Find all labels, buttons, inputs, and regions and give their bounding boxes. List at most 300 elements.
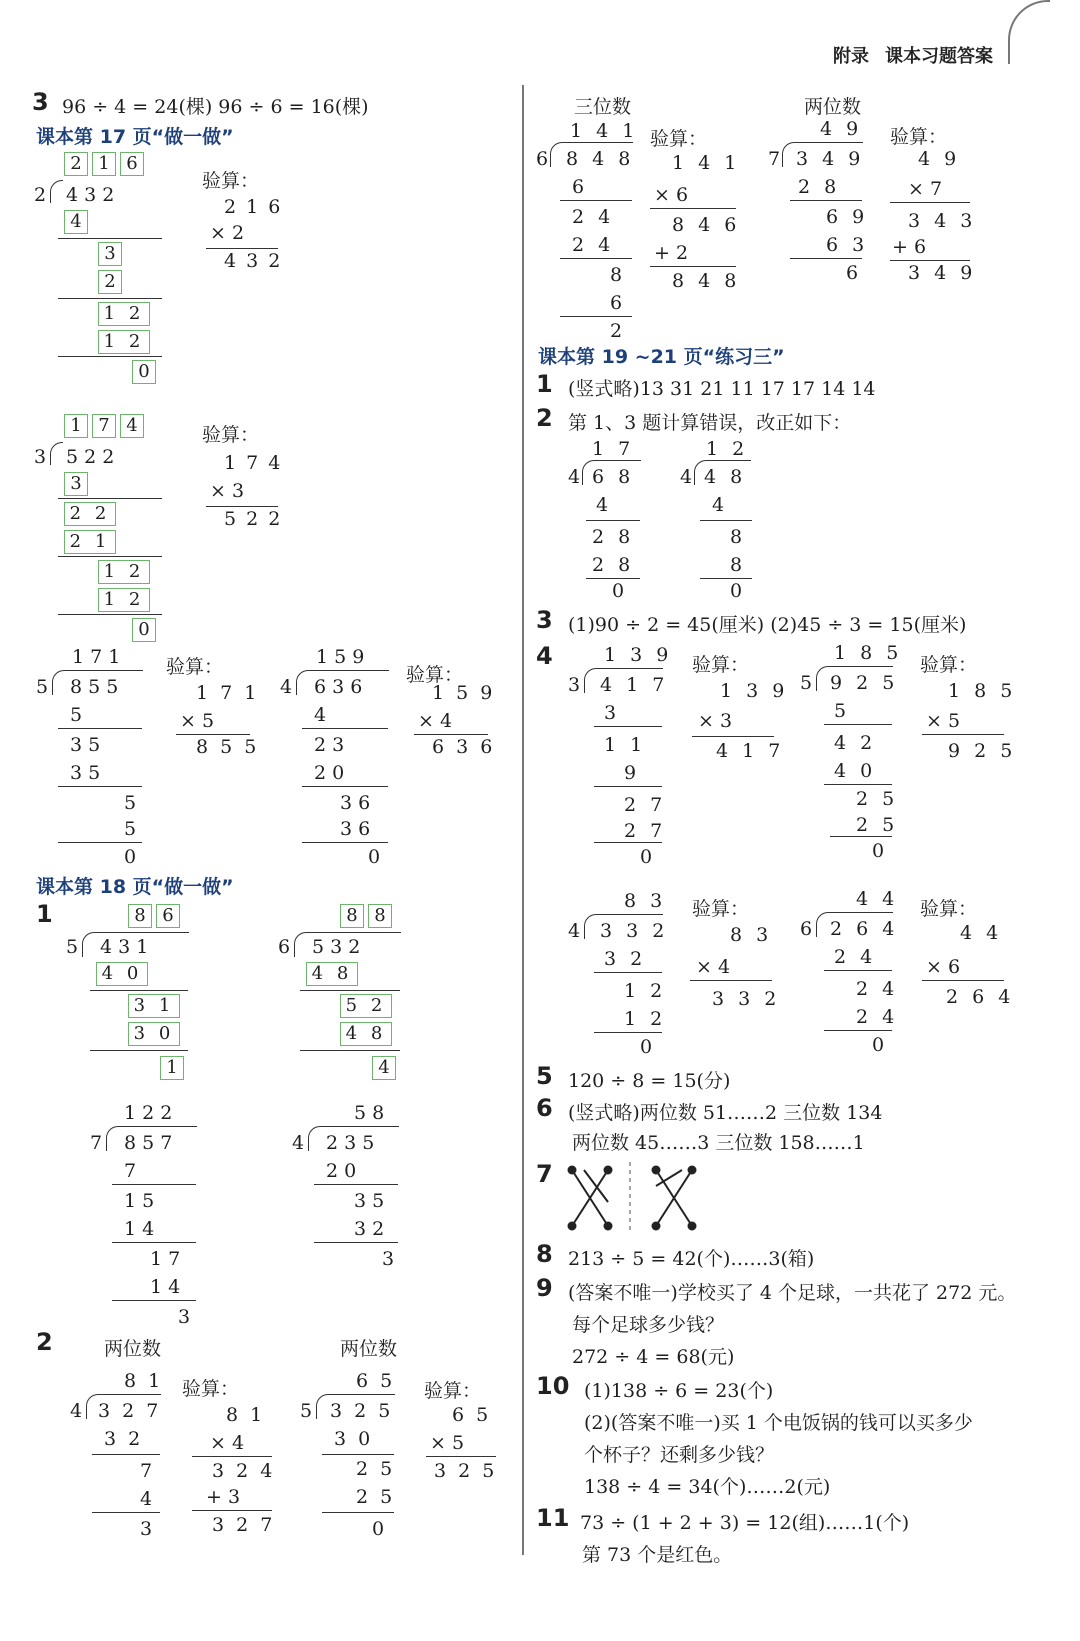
answer-line-10b: (2)(答案不唯一)买 1 个电饭锅的钱可以买多少	[584, 1412, 973, 1434]
step-value: 3 5	[70, 734, 101, 756]
step-rule	[700, 520, 752, 521]
check-line: 3 2 4	[212, 1460, 276, 1482]
divisor: 4	[568, 466, 581, 488]
page-header	[833, 42, 993, 68]
step-rule	[314, 1242, 398, 1243]
check-line: 2 6 4	[946, 986, 1015, 1008]
label-two-digit: 两位数	[804, 96, 862, 118]
dividend: 6 3 6	[314, 676, 363, 698]
question-number-7: 7	[536, 1160, 553, 1188]
check-line: × 3	[698, 710, 733, 732]
check-line: 8 1	[226, 1404, 266, 1426]
quotient: 6 5	[356, 1370, 396, 1392]
step-value: 2 1	[64, 530, 116, 554]
section-heading-p17: 课本第 17 页“做一做”	[36, 126, 234, 148]
column-divider	[522, 85, 524, 1555]
step-value: 2	[610, 320, 623, 342]
step-rule	[58, 728, 142, 729]
answer-line-2: 第 1、3 题计算错误，改正如下：	[568, 412, 852, 434]
answer-line-10d: 138 ÷ 4 = 34(个)……2(元)	[584, 1476, 831, 1498]
divisor: 4	[292, 1132, 305, 1154]
step-value: 1 5	[124, 1190, 155, 1212]
step-rule	[594, 1032, 662, 1033]
step-rule	[830, 836, 892, 837]
check-line: × 5	[430, 1432, 465, 1454]
matching-lines-diagram	[564, 1162, 704, 1234]
step-value: 4 0	[834, 760, 877, 782]
step-rule	[58, 498, 162, 499]
quotient: 1 3 9	[604, 644, 673, 666]
step-rule	[790, 200, 862, 201]
step-rule	[594, 842, 662, 843]
step-value: 3 0	[128, 1022, 180, 1046]
divisor: 6	[800, 918, 813, 940]
divisor: 4	[70, 1400, 83, 1422]
quotient-boxes	[64, 152, 148, 176]
step-value: 3	[98, 242, 122, 266]
step-value: 2 4	[572, 234, 615, 256]
section-heading-p19-21: 课本第 19 ~21 页“练习三”	[538, 346, 785, 368]
quotient: 1 5 9	[316, 646, 365, 668]
step-value: 4 2	[834, 732, 877, 754]
step-rule	[594, 726, 662, 727]
header-title: 课本习题答案	[885, 46, 993, 67]
step-value: 3	[140, 1518, 153, 1540]
step-value: 3 6	[340, 818, 371, 840]
step-value: 8	[610, 264, 623, 286]
step-rule	[112, 1300, 196, 1301]
quotient: 8 3	[624, 890, 667, 912]
step-value: 4 8	[340, 1022, 392, 1046]
quotient-digit: 6	[156, 904, 180, 928]
step-rule	[90, 990, 188, 991]
step-rule	[322, 1454, 394, 1455]
step-value: 4	[712, 494, 725, 516]
quotient-digit: 2	[64, 152, 88, 176]
check-line: 3 3 2	[712, 988, 781, 1010]
check-line: 5 2 2	[224, 508, 283, 530]
check-line: × 4	[210, 1432, 245, 1454]
quotient: 1 7 1	[72, 646, 121, 668]
step-value: 3 2	[104, 1428, 144, 1450]
check-rule	[176, 734, 250, 735]
quotient-digit: 1	[64, 414, 88, 438]
dividend: 4 3 2	[66, 184, 115, 206]
step-rule	[824, 1030, 892, 1031]
check-line: 8 4 8	[672, 270, 741, 292]
check-rule	[426, 1456, 496, 1457]
check-line: 4 1 7	[716, 740, 785, 762]
step-value: 4	[596, 494, 609, 516]
check-line: 4 3 2	[224, 250, 283, 272]
step-rule	[92, 1512, 160, 1513]
step-value: 1 2	[624, 980, 667, 1002]
step-rule	[112, 1242, 196, 1243]
quotient: 1 4 1	[570, 120, 639, 142]
step-value: 2 4	[834, 946, 877, 968]
step-value: 0	[640, 846, 653, 868]
answer-line-11a: 73 ÷ (1 + 2 + 3) = 12(组)……1(个)	[580, 1512, 910, 1534]
step-value: 7	[124, 1160, 137, 1182]
quotient: 4 9	[820, 118, 863, 140]
dividend: 5 3 2	[312, 936, 361, 958]
step-rule	[560, 316, 632, 317]
divisor: 5	[36, 676, 49, 698]
divisor: 3	[34, 446, 47, 468]
step-value: 2 2	[64, 502, 116, 526]
step-rule	[824, 724, 892, 725]
answer-line-3: (1)90 ÷ 2 = 45(厘米) (2)45 ÷ 3 = 15(厘米)	[568, 614, 967, 636]
quotient-digit: 8	[368, 904, 392, 928]
step-value: 3 2	[354, 1218, 385, 1240]
step-value: 2	[98, 270, 122, 294]
step-value: 3 2	[604, 948, 647, 970]
check-line: + 2	[654, 242, 689, 264]
section-heading-p18: 课本第 18 页“做一做”	[36, 876, 234, 898]
check-rule	[206, 248, 278, 249]
step-value: 6	[846, 262, 859, 284]
check-line: 1 7 1	[196, 682, 260, 704]
dividend: 5 2 2	[66, 446, 115, 468]
step-value: 0	[640, 1036, 653, 1058]
quotient-digit: 6	[120, 152, 144, 176]
step-value: 0	[132, 618, 156, 642]
question-number-2: 2	[36, 1328, 53, 1356]
step-rule	[322, 1512, 394, 1513]
step-value: 3	[64, 472, 88, 496]
step-rule	[300, 990, 400, 991]
divisor: 7	[90, 1132, 103, 1154]
dividend: 3 3 2	[600, 920, 669, 942]
check-line: × 4	[418, 710, 453, 732]
check-line: 3 2 7	[212, 1514, 276, 1536]
step-value: 0	[730, 580, 743, 602]
step-value: 2 8	[798, 176, 841, 198]
step-rule	[112, 1184, 196, 1185]
division-bracket	[50, 180, 63, 203]
answer-line-9b: 每个足球多少钱？	[572, 1314, 725, 1336]
quotient: 8 1	[124, 1370, 164, 1392]
step-rule	[314, 1184, 398, 1185]
step-value: 3	[604, 702, 617, 724]
step-rule	[586, 578, 640, 579]
step-value: 2 7	[624, 820, 667, 842]
divisor: 6	[278, 936, 291, 958]
divisor: 5	[66, 936, 79, 958]
dividend: 4 8	[704, 466, 747, 488]
dividend: 3 4 9	[796, 148, 865, 170]
check-label: 验算：	[166, 656, 224, 678]
step-value: 1 1	[604, 734, 647, 756]
step-value: 2 4	[856, 978, 899, 1000]
step-value: 2 8	[592, 554, 635, 576]
answer-line-6b: 两位数 45……3 三位数 158……1	[572, 1132, 865, 1154]
divisor: 5	[300, 1400, 313, 1422]
step-rule	[302, 786, 388, 787]
step-value: 1 4	[124, 1218, 155, 1240]
step-rule	[700, 578, 752, 579]
check-line: 1 4 1	[672, 152, 741, 174]
quotient: 1 7	[592, 438, 635, 460]
step-rule	[790, 258, 862, 259]
check-line: × 6	[654, 184, 689, 206]
step-rule	[90, 1050, 188, 1051]
step-value: 4 8	[306, 962, 358, 986]
step-value: 3 5	[70, 762, 101, 784]
step-value: 1	[160, 1056, 184, 1080]
divisor: 5	[800, 672, 813, 694]
check-line: 8 5 5	[196, 736, 260, 758]
check-line: × 7	[908, 178, 943, 200]
check-label: 验算：	[692, 898, 750, 920]
check-line: × 5	[180, 710, 215, 732]
step-rule	[58, 356, 162, 357]
divisor: 2	[34, 184, 47, 206]
check-line: 1 5 9	[432, 682, 496, 704]
step-value: 5	[70, 704, 83, 726]
step-value: 0	[124, 846, 137, 868]
step-value: 4 0	[96, 962, 148, 986]
check-rule	[692, 736, 774, 737]
check-label: 验算：	[424, 1380, 482, 1402]
question-number-10: 10	[536, 1372, 570, 1400]
step-rule	[586, 520, 640, 521]
question-number-8: 8	[536, 1240, 553, 1268]
step-value: 3 5	[354, 1190, 385, 1212]
step-value: 7	[140, 1460, 153, 1482]
step-rule	[58, 614, 162, 615]
check-line: 3 4 3	[908, 210, 977, 232]
step-rule	[300, 1050, 400, 1051]
check-rule	[890, 202, 970, 203]
question-number-3: 3	[536, 606, 553, 634]
quotient: 1 8 5	[834, 642, 903, 664]
step-rule	[560, 200, 632, 201]
step-value: 2 4	[856, 1006, 899, 1028]
step-rule	[92, 1454, 160, 1455]
label-two-digit: 两位数	[104, 1338, 162, 1360]
check-line: 4 4	[960, 922, 1003, 944]
question-number-2: 2	[536, 404, 553, 432]
check-line: 1 8 5	[948, 680, 1017, 702]
check-rule	[192, 1510, 272, 1511]
step-rule	[824, 784, 892, 785]
step-value: 4	[140, 1488, 153, 1510]
dividend: 4 3 1	[100, 936, 149, 958]
answer-line-10c: 个杯子？还剩多少钱？	[584, 1444, 775, 1466]
answer-line-10a: (1)138 ÷ 6 = 23(个)	[584, 1380, 774, 1402]
label-three-digit: 三位数	[574, 96, 632, 118]
check-line: 9 2 5	[948, 740, 1017, 762]
step-value: 0	[872, 1034, 885, 1056]
check-label: 验算：	[650, 128, 708, 150]
step-value: 4	[372, 1056, 396, 1080]
check-line: + 6	[892, 236, 927, 258]
step-value: 2 5	[856, 814, 899, 836]
step-value: 3 1	[128, 994, 180, 1018]
dividend: 8 4 8	[566, 148, 635, 170]
check-line: 3 4 9	[908, 262, 977, 284]
quotient-digit: 7	[92, 414, 116, 438]
check-line: 4 9	[918, 148, 961, 170]
step-value: 3 0	[334, 1428, 374, 1450]
step-value: 1 2	[98, 302, 150, 326]
step-value: 2 5	[356, 1486, 396, 1508]
step-value: 1 7	[150, 1248, 181, 1270]
step-value: 2 3	[314, 734, 345, 756]
question-number-4: 4	[536, 642, 553, 670]
step-value: 3 6	[340, 792, 371, 814]
divisor: 4	[280, 676, 293, 698]
answer-line-9a: (答案不唯一)学校买了 4 个足球，一共花了 272 元。	[568, 1282, 1017, 1304]
check-rule	[414, 734, 488, 735]
answer-line-5: 120 ÷ 8 = 15(分)	[568, 1070, 731, 1092]
answer-line-9c: 272 ÷ 4 = 68(元)	[572, 1346, 735, 1368]
dividend: 8 5 5	[70, 676, 119, 698]
answer-line-q3: 96 ÷ 4 = 24(棵) 96 ÷ 6 = 16(棵)	[62, 96, 369, 118]
check-label: 验算：	[920, 898, 978, 920]
step-value: 3	[178, 1306, 191, 1328]
step-value: 6 9	[826, 206, 869, 228]
quotient-digit: 8	[340, 904, 364, 928]
step-rule	[58, 786, 142, 787]
step-rule	[824, 970, 892, 971]
quotient: 1 2	[706, 438, 749, 460]
step-value: 2 7	[624, 794, 667, 816]
label-two-digit: 两位数	[340, 1338, 398, 1360]
divisor: 6	[536, 148, 549, 170]
check-line: 2 1 6	[224, 196, 283, 218]
divisor: 7	[768, 148, 781, 170]
step-value: 4	[64, 210, 88, 234]
check-line: 6 3 6	[432, 736, 496, 758]
quotient: 1 2 2	[124, 1102, 173, 1124]
step-value: 8	[730, 554, 743, 576]
step-value: 1 4	[150, 1276, 181, 1298]
step-value: 0	[872, 840, 885, 862]
question-number-9: 9	[536, 1274, 553, 1302]
step-value: 2 0	[326, 1160, 357, 1182]
check-label: 验算：	[692, 654, 750, 676]
question-number-1: 1	[536, 370, 553, 398]
check-rule	[922, 734, 1004, 735]
check-rule	[650, 208, 736, 209]
check-label: 验算：	[202, 424, 260, 446]
answer-line-8: 213 ÷ 5 = 42(个)……3(箱)	[568, 1248, 815, 1270]
step-rule	[560, 258, 632, 259]
step-rule	[302, 728, 388, 729]
quotient-digit: 1	[92, 152, 116, 176]
check-line: × 4	[696, 956, 731, 978]
check-rule	[192, 1456, 272, 1457]
question-number-1: 1	[36, 900, 53, 928]
step-rule	[594, 972, 662, 973]
check-line: 8 4 6	[672, 214, 741, 236]
check-rule	[650, 266, 736, 267]
step-value: 2 4	[572, 206, 615, 228]
dividend: 4 1 7	[600, 674, 669, 696]
header-section: 附录	[833, 46, 869, 67]
dividend: 2 6 4	[830, 918, 899, 940]
step-value: 6	[610, 292, 623, 314]
step-value: 2 5	[356, 1458, 396, 1480]
step-rule	[302, 842, 388, 843]
step-value: 3	[382, 1248, 395, 1270]
step-value: 9	[624, 762, 637, 784]
check-line: 1 7 4	[224, 452, 283, 474]
dividend: 6 8	[592, 466, 635, 488]
dividend: 3 2 5	[330, 1400, 394, 1422]
step-rule	[58, 556, 162, 557]
check-line: × 6	[926, 956, 961, 978]
check-line: + 3	[206, 1486, 241, 1508]
answer-line-11b: 第 73 个是红色。	[582, 1544, 733, 1566]
step-value: 0	[368, 846, 381, 868]
step-value: 2 5	[856, 788, 899, 810]
dividend: 9 2 5	[830, 672, 899, 694]
step-value: 5 2	[340, 994, 392, 1018]
step-value: 8	[730, 526, 743, 548]
check-line: 8 3	[730, 924, 773, 946]
check-label: 验算：	[920, 654, 978, 676]
question-number-6: 6	[536, 1094, 553, 1122]
quotient: 4 4	[856, 888, 899, 910]
quotient-digit: 4	[120, 414, 144, 438]
step-value: 0	[612, 580, 625, 602]
divisor: 4	[568, 920, 581, 942]
step-value: 1 2	[98, 330, 150, 354]
step-value: 1 2	[98, 560, 150, 584]
step-value: 5	[124, 818, 137, 840]
check-label: 验算：	[202, 170, 260, 192]
check-line: × 5	[926, 710, 961, 732]
division-bracket	[50, 442, 63, 465]
dividend: 2 3 5	[326, 1132, 375, 1154]
answer-line-1: (竖式略)13 31 21 11 17 17 14 14	[568, 378, 876, 400]
question-number-3: 3	[32, 88, 49, 116]
question-number-11: 11	[536, 1504, 570, 1532]
step-value: 1 2	[98, 588, 150, 612]
quotient: 5 8	[354, 1102, 385, 1124]
check-label: 验算：	[406, 664, 464, 686]
question-number-5: 5	[536, 1062, 553, 1090]
step-value: 5	[834, 700, 847, 722]
step-value: 4	[314, 704, 327, 726]
step-rule	[58, 842, 142, 843]
check-line: × 3	[210, 480, 245, 502]
step-value: 6	[572, 176, 585, 198]
check-line: × 2	[210, 222, 245, 244]
quotient-digit: 8	[128, 904, 152, 928]
dividend: 8 5 7	[124, 1132, 173, 1154]
check-line: 6 5	[452, 1404, 492, 1426]
divisor: 4	[680, 466, 693, 488]
check-rule	[690, 980, 772, 981]
step-value: 2 8	[592, 526, 635, 548]
step-rule	[58, 298, 162, 299]
check-label: 验算：	[182, 1378, 240, 1400]
step-rule	[594, 786, 662, 787]
step-value: 2 0	[314, 762, 345, 784]
step-value: 5	[124, 792, 137, 814]
check-line: 3 2 5	[434, 1460, 498, 1482]
dividend: 3 2 7	[98, 1400, 162, 1422]
check-label: 验算：	[890, 126, 948, 148]
page-corner-decoration	[1008, 0, 1050, 64]
divisor: 3	[568, 674, 581, 696]
answer-line-6a: (竖式略)两位数 51……2 三位数 134	[568, 1102, 883, 1124]
step-rule	[58, 238, 162, 239]
